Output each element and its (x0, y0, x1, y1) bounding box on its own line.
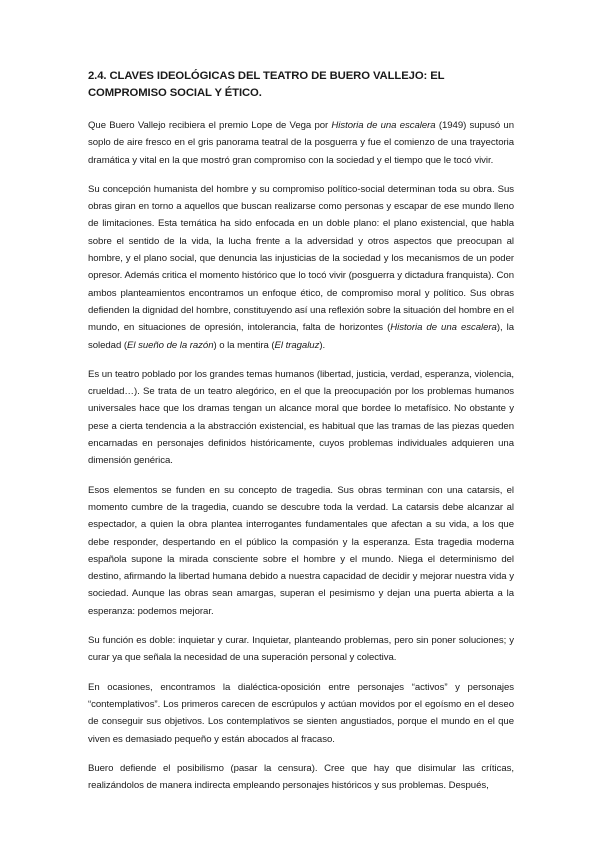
paragraph-2-text-g: ). (319, 339, 326, 351)
document-body (88, 68, 514, 806)
paragraph-5: Su función es doble: inquietar y curar. Inquietar, planteando problemas, pero sin poner soluciones; y curar ya que señala la necesidad de una superación personal y colectiva. (88, 635, 514, 664)
work-title: El tragaluz (274, 339, 320, 351)
paragraph-7: Buero defiende el posibilismo (pasar la censura). Cree que hay que disimular las críticas, realizándolos de manera indirecta empleando personajes históricos y sus problemas. Después, (88, 762, 514, 792)
paragraph-2-text-e: ) o la mentira ( (213, 339, 275, 351)
paragraph-6: En ocasiones, encontramos la dialéctica-oposición entre personajes “activos” y personajes “contemplativos”. Los primeros carecen de escrúpulos y actúan movidos por el egoísmo en el deseo de conseguir sus objetivos. Los contemplativos se sienten angustiados, porque el mundo en el que viven es demasiado pequeño y están abocados al fracaso. (88, 681, 514, 745)
paragraph-1 (88, 117, 514, 169)
paragraph-2-text-a: Su concepción humanista del hombre y su compromiso político-social determinan toda su obra. Sus obras giran en torno a aquellos que buscan realizarse como personas y escapar de ese mundo lleno de limitaciones. Esta temática ha sido enfocada en un doble plano: el plano existencial, que habla sobre el sentido de la vida, la lucha frente a la adversidad y otros aspectos que preocupan al hombre, y el plano social, que denuncia las injusticias de la sociedad y los mecanismos de un poder opresor. Además critica el momento histórico que lo tocó vivir (posguerra y dictadura franquista). Con ambos planteamientos encontramos un enfoque ético, de compromiso moral y político. Sus obras defienden la dignidad del hombre, constituyendo así una reflexión sobre la situación del hombre en el mundo, en situaciones de opresión, intolerancia, falta de horizontes ( (88, 183, 514, 334)
section-heading: 2.4. CLAVES IDEOLÓGICAS DEL TEATRO DE BUERO VALLEJO: EL COMPROMISO SOCIAL Y ÉTICO. (88, 70, 445, 99)
paragraph-2-text-c: ), la soledad ( (88, 322, 514, 351)
work-title: Historia de una escalera (331, 120, 436, 131)
paragraph-2 (88, 181, 514, 354)
work-title: Historia de una escalera (390, 322, 497, 334)
work-title: El sueño de la razón (127, 339, 214, 351)
paragraph-3: Es un teatro poblado por los grandes temas humanos (libertad, justicia, verdad, esperanza, violencia, crueldad…). Se trata de un teatro alegórico, en el que la preocupación por los problemas humanos universales hace que los dramas tengan un alcance moral que bordee lo metafísico. No obstante y pese a cierta tendencia a la abstracción existencial, es habitual que las tramas de las piezas queden encarnadas en personajes definidos históricamente, cuyos problemas individuales adquieren una dimensión genérica. (88, 368, 514, 467)
paragraph-1-text-c: (1949) supusó un soplo de aire fresco en el gris panorama teatral de la posguerra y fue el comienzo de una trayectoria dramática y vital en la que mostró gran compromiso con la sociedad y el tiempo que le tocó vivir. (88, 120, 514, 166)
paragraph-1-text-a: Que Buero Vallejo recibiera el premio Lope de Vega por (88, 120, 332, 131)
paragraph-4: Esos elementos se funden en su concepto de tragedia. Sus obras terminan con una catarsis, el momento cumbre de la tragedia, cuando se descubre toda la verdad. La catarsis debe alcanzar al espectador, a quien la obra plantea interrogantes fundamentales que afectan a su vida, a los que debe responder, despertando en el público la compasión y la esperanza. Esta tragedia moderna española supone la mirada consciente sobre el hombre y el mundo. Niega el determinismo del destino, afirmando la libertad humana debido a nuestra capacidad de decidir y mejorar nuestra vida y sociedad. Aunque las obras sean amargas, superan el pesimismo y dejan una puerta abierta a la esperanza: podemos mejorar. (88, 484, 514, 617)
